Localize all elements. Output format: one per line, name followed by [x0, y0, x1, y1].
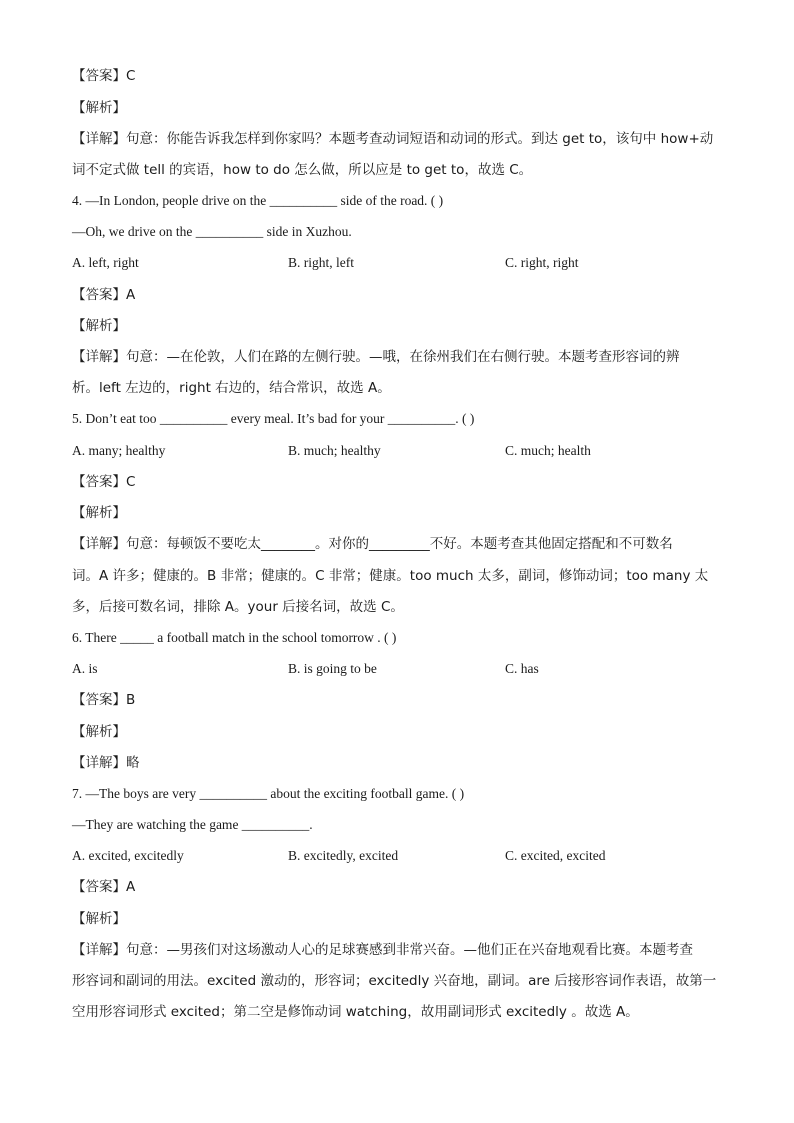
- q3-detail-line-2: 词不定式做 tell 的宾语，how to do 怎么做，所以应是 to get to，故选 C。: [72, 162, 533, 178]
- q5-stem: 5. Don’t eat too __________ every meal. It’s bad for your __________. ( ): [72, 411, 475, 426]
- q6-stem: 6. There _____ a football match in the school tomorrow . ( ): [72, 630, 397, 645]
- q7-answer: 【答案】A: [72, 879, 136, 895]
- q7-detail-line-1: 【详解】句意：—男孩们对这场激动人心的足球赛感到非常兴奋。—他们正在兴奋地观看比赛。本题考查: [72, 942, 693, 958]
- q7-option-a: A. excited, excitedly: [72, 848, 184, 863]
- q4-detail-line-2: 析。left 左边的，right 右边的，结合常识，故选 A。: [72, 380, 391, 396]
- q7-analysis-heading: 【解析】: [72, 911, 126, 927]
- q4-answer: 【答案】A: [72, 287, 136, 303]
- q6-option-a: A. is: [72, 661, 98, 676]
- q6-option-b: B. is going to be: [288, 661, 377, 676]
- q6-answer: 【答案】B: [72, 692, 136, 708]
- q5-option-b: B. much; healthy: [288, 443, 381, 458]
- q5-option-c: C. much; health: [505, 443, 591, 458]
- q5-detail-line-2: 词。A 许多；健康的。B 非常；健康的。C 非常；健康。too much 太多，副词，修饰动词；too many 太: [72, 568, 709, 584]
- q3-analysis-heading: 【解析】: [72, 100, 126, 116]
- q4-analysis-heading: 【解析】: [72, 318, 126, 334]
- q7-detail-line-2: 形容词和副词的用法。excited 激动的，形容词；excitedly 兴奋地，副词。are 后接形容词作表语，故第一: [72, 973, 717, 989]
- q5-analysis-heading: 【解析】: [72, 505, 126, 521]
- q6-option-c: C. has: [505, 661, 539, 676]
- q5-option-a: A. many; healthy: [72, 443, 166, 458]
- q4-stem-line-2: —Oh, we drive on the __________ side in Xuzhou.: [72, 224, 352, 239]
- q3-answer: 【答案】C: [72, 68, 136, 84]
- q7-option-b: B. excitedly, excited: [288, 848, 399, 863]
- q4-option-b: B. right, left: [288, 255, 354, 270]
- q3-detail-line-1: 【详解】句意：你能告诉我怎样到你家吗？本题考查动词短语和动词的形式。到达 get to，该句中 how+动: [72, 131, 714, 147]
- q4-detail-line-1: 【详解】句意：—在伦敦，人们在路的左侧行驶。—哦，在徐州我们在右侧行驶。本题考查形容词的辨: [72, 349, 680, 365]
- q5-detail-line-1: 【详解】句意：每顿饭不要吃太________。对你的_________不好。本题考查其他固定搭配和不可数名: [72, 536, 673, 552]
- q6-analysis-heading: 【解析】: [72, 724, 126, 740]
- q4-option-a: A. left, right: [72, 255, 139, 270]
- q7-option-c: C. excited, excited: [505, 848, 606, 863]
- q4-stem-line-1: 4. —In London, people drive on the __________ side of the road. ( ): [72, 193, 444, 208]
- q7-detail-line-3: 空用形容词形式 excited；第二空是修饰动词 watching，故用副词形式 excitedly 。故选 A。: [72, 1004, 639, 1020]
- q7-stem-line-1: 7. —The boys are very __________ about the exciting football game. ( ): [72, 786, 465, 801]
- q7-stem-line-2: —They are watching the game __________.: [72, 817, 313, 832]
- q5-detail-line-3: 多，后接可数名词，排除 A。your 后接名词，故选 C。: [72, 599, 404, 615]
- q6-detail: 【详解】略: [72, 755, 140, 771]
- q4-option-c: C. right, right: [505, 255, 579, 270]
- q5-answer: 【答案】C: [72, 474, 136, 490]
